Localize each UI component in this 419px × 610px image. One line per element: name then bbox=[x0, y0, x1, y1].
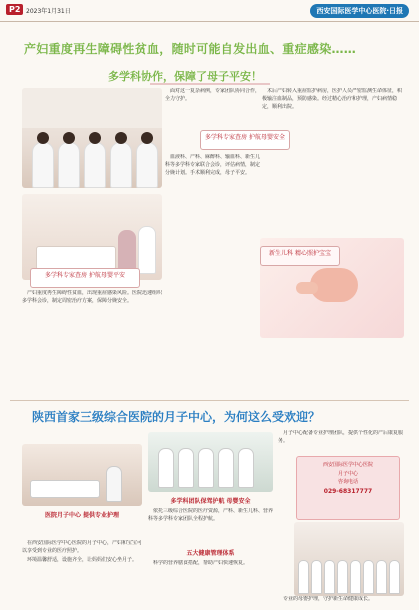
bottom-subheading-2: 多学科团队保驾护航 母婴安全 bbox=[170, 498, 251, 505]
article-text-mid: 血液科、产科、麻醉科、输血科、新生儿科等多学科专家联合会诊，评估病情，制定分娩计划。手术顺利完成，母子平安。 bbox=[165, 154, 260, 176]
bottom-text-3: 科学的营养膳食搭配，帮助产妇快速恢复。 bbox=[153, 560, 249, 566]
photo-caption-left: 多学科专家查房 护航母婴平安 bbox=[30, 268, 140, 288]
article-text-right: 术后产妇转入重症监护病房，医护人员严密监测生命体征，积极输注血制品，预防感染。经过精心治疗和护理，产妇病情稳定，顺利出院。 bbox=[262, 88, 403, 110]
bottom-text-1: 在西安国际医学中心医院的月子中心，产妇和宝宝可以享受到专业的医疗照护。 环境温馨舒适，设施齐全，让妈妈们安心坐月子。 bbox=[22, 540, 142, 563]
newspaper-name: 西安国际医学中心医院·日报 bbox=[310, 4, 409, 18]
bottom-text-5: 专业的母婴护理，守护新生命健康成长。 bbox=[283, 596, 374, 602]
confinement-room-photo bbox=[22, 444, 142, 506]
bottom-subheading-3: 五大健康管理体系 bbox=[186, 550, 235, 557]
bottom-text-4: 月子中心配备专业护理团队，提供个性化的产后康复服务。 bbox=[278, 430, 404, 444]
top-subheadline: 多学科协作，保障了母子平安！ bbox=[108, 70, 262, 83]
decorative-divider bbox=[150, 83, 270, 85]
promo-hospital: 西安国际医学中心医院 bbox=[322, 462, 373, 468]
promo-phone: 029-68317777 bbox=[323, 487, 373, 495]
promo-center: 月子中心 bbox=[337, 470, 358, 477]
photo-caption-mid: 多学科专家查房 护航母婴安全 bbox=[200, 130, 290, 150]
promo-label: 咨询电话 bbox=[337, 479, 358, 485]
top-headline: 产妇重度再生障碍性贫血，随时可能自发出血、重症感染…… bbox=[24, 42, 357, 56]
promo-box bbox=[296, 456, 400, 520]
issue-date: 2023年1月31日 bbox=[26, 8, 71, 15]
bottom-headline: 陕西首家三级综合医院的月子中心，为何这么受欢迎？ bbox=[32, 410, 321, 424]
photo-caption-right: 新生儿科 精心照护宝宝 bbox=[260, 246, 340, 266]
bottom-text-2: 依托三级综合医院的医疗资源，产科、新生儿科、营养科等多学科专家团队全程护航。 bbox=[148, 508, 273, 522]
medical-team-photo bbox=[148, 432, 273, 492]
article-text-mid-top: 面对这一复杂病例，专家团队协同合作，全力守护。 bbox=[165, 88, 260, 102]
article-text-left: 产妇重度再生障碍性贫血，出现重症感染风险。医院迅速组织多学科会诊，制定周密治疗方案，保障分娩安全。 bbox=[22, 290, 162, 304]
page-header bbox=[0, 0, 419, 22]
hospital-team-photo bbox=[22, 88, 162, 188]
page-number: P2 bbox=[6, 4, 23, 15]
bottom-subheading-1: 医院月子中心 提供专业护理 bbox=[44, 512, 120, 519]
section-divider bbox=[10, 400, 409, 401]
nursing-staff-photo bbox=[294, 522, 404, 596]
